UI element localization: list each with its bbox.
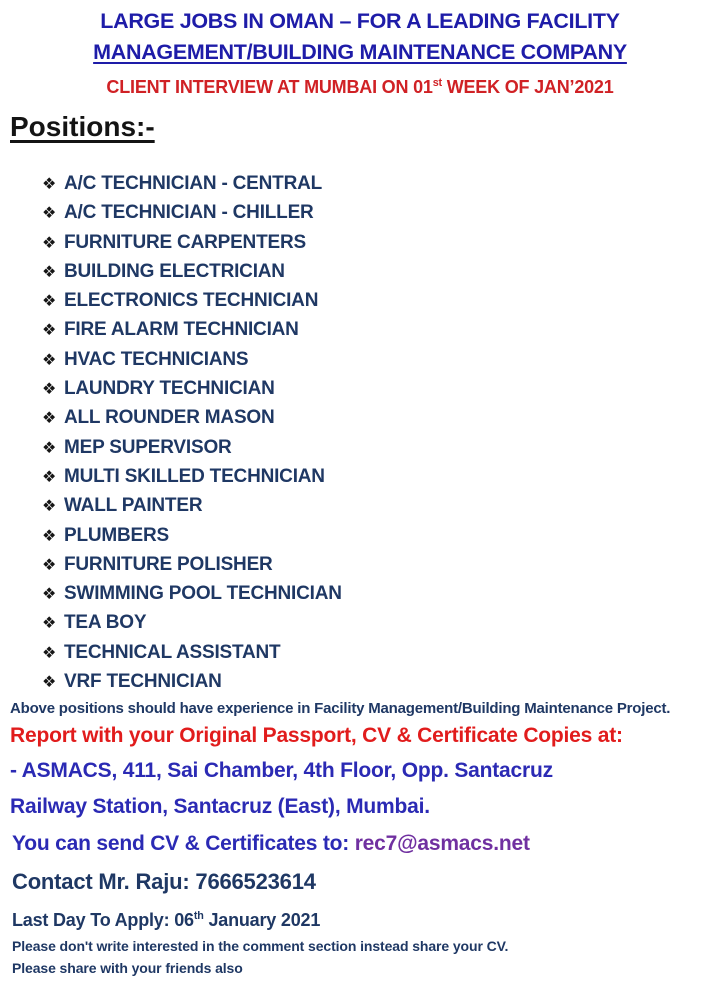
diamond-bullet-icon: ❖ (42, 525, 57, 545)
position-item (42, 462, 720, 491)
position-item (42, 550, 720, 579)
diamond-bullet-icon: ❖ (42, 496, 57, 516)
diamond-bullet-icon: ❖ (42, 642, 57, 662)
diamond-bullet-icon: ❖ (42, 437, 57, 457)
diamond-bullet-icon: ❖ (42, 291, 57, 311)
diamond-bullet-icon: ❖ (42, 261, 57, 281)
contact-line: Contact Mr. Raju: 7666523614 (12, 869, 316, 895)
diamond-bullet-icon: ❖ (42, 174, 57, 193)
position-item (42, 315, 720, 344)
position-label: A/C TECHNICIAN - CENTRAL (64, 173, 323, 194)
email-address: rec7@asmacs.net (354, 832, 530, 856)
position-item (42, 345, 720, 374)
diamond-bullet-icon: ❖ (42, 379, 57, 399)
position-label: HVAC TECHNICIANS (64, 348, 249, 370)
position-item (42, 403, 720, 432)
position-item (42, 169, 720, 198)
address-line1: - ASMACS, 411, Sai Chamber, 4th Floor, Opp. Santacruz (10, 759, 553, 783)
position-label: PLUMBERS (64, 524, 170, 546)
position-label: MULTI SKILLED TECHNICIAN (64, 465, 325, 487)
last-day-line (12, 901, 720, 935)
last-day-suffix: January 2021 (203, 910, 321, 931)
report-line: Report with your Original Passport, CV & Certificate Copies at: (10, 724, 623, 748)
share-note: Please share with your friends also (12, 960, 243, 977)
position-label: FIRE ALARM TECHNICIAN (64, 319, 299, 341)
comment-note: Please don't write interested in the comment section instead share your CV. (12, 938, 509, 955)
send-cv-line (12, 825, 720, 863)
interview-notice-superscript: st (432, 77, 442, 89)
positions-list (0, 169, 720, 696)
diamond-bullet-icon: ❖ (42, 466, 57, 486)
diamond-bullet-icon: ❖ (42, 554, 57, 574)
interview-notice-suffix: WEEK OF JAN’2021 (441, 77, 614, 97)
diamond-bullet-icon: ❖ (42, 203, 57, 223)
position-item (42, 286, 720, 315)
diamond-bullet-icon: ❖ (42, 408, 57, 428)
diamond-bullet-icon: ❖ (42, 232, 57, 252)
experience-note: Above positions should have experience in Facility Management/Building Maintenance Project. (10, 700, 671, 718)
position-label: MEP SUPERVISOR (64, 436, 232, 458)
position-item (42, 667, 720, 696)
position-label: TEA BOY (64, 612, 147, 634)
position-label: WALL PAINTER (64, 495, 203, 517)
address-line2: Railway Station, Santacruz (East), Mumbai. (10, 795, 430, 819)
position-label: TECHNICAL ASSISTANT (64, 641, 281, 663)
position-item (42, 579, 720, 608)
send-cv-prefix: You can send CV & Certificates to: (12, 832, 355, 856)
ad-title-line2: MANAGEMENT/BUILDING MAINTENANCE COMPANY (93, 40, 627, 64)
position-label: A/C TECHNICIAN - CHILLER (64, 202, 314, 224)
diamond-bullet-icon: ❖ (42, 584, 57, 604)
diamond-bullet-icon: ❖ (42, 672, 57, 692)
position-label: BUILDING ELECTRICIAN (64, 260, 285, 282)
position-label: ELECTRONICS TECHNICIAN (64, 290, 319, 312)
position-item (42, 257, 720, 286)
position-item (42, 228, 720, 257)
last-day-superscript: th (193, 910, 204, 923)
position-item (42, 198, 720, 227)
position-item (42, 521, 720, 550)
position-item (42, 433, 720, 462)
last-day-prefix: Last Day To Apply: 06 (12, 910, 194, 931)
position-item (42, 638, 720, 667)
diamond-bullet-icon: ❖ (42, 320, 57, 340)
interview-notice (0, 68, 720, 102)
position-label: LAUNDRY TECHNICIAN (64, 378, 275, 400)
position-label: FURNITURE POLISHER (64, 553, 273, 575)
ad-title-line1: LARGE JOBS IN OMAN – FOR A LEADING FACILITY (100, 9, 620, 33)
position-label: FURNITURE CARPENTERS (64, 231, 306, 253)
position-label: VRF TECHNICIAN (64, 671, 222, 693)
positions-heading: Positions:- (10, 111, 155, 142)
position-label: ALL ROUNDER MASON (64, 407, 275, 429)
diamond-bullet-icon: ❖ (42, 613, 57, 633)
position-label: SWIMMING POOL TECHNICIAN (64, 583, 342, 605)
position-item (42, 374, 720, 403)
interview-notice-prefix: CLIENT INTERVIEW AT MUMBAI ON 01 (106, 77, 433, 97)
diamond-bullet-icon: ❖ (42, 349, 57, 369)
position-item (42, 608, 720, 637)
position-item (42, 491, 720, 520)
